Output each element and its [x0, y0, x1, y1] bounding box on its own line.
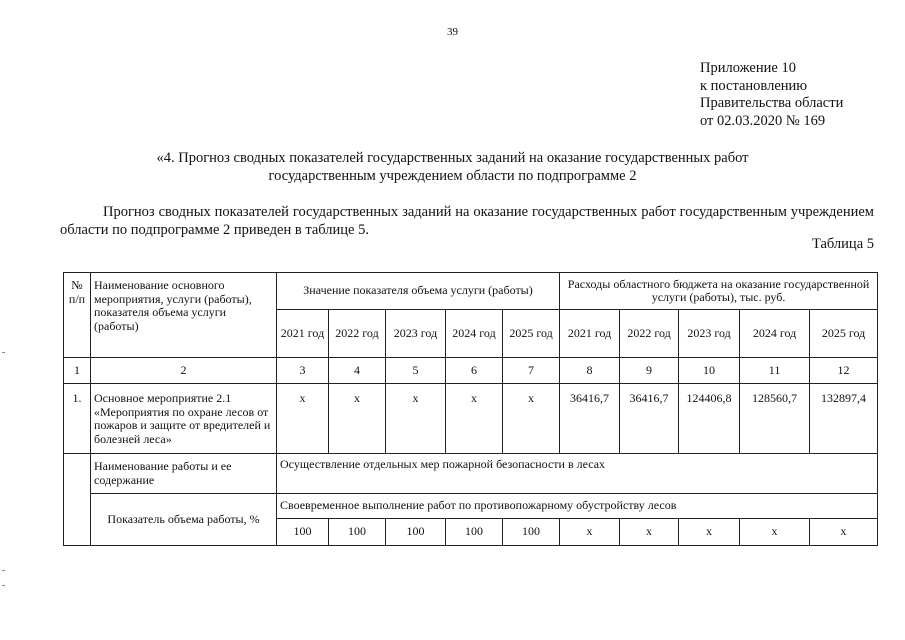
section-heading-line-1: «4. Прогноз сводных показателей государственных заданий на оказание государственных работ — [156, 150, 749, 166]
column-number: 10 — [679, 358, 740, 384]
work-name-label: Наименование работы и ее содержание — [91, 454, 277, 494]
header-num: № п/п — [64, 273, 91, 358]
header-volume-year-2023: 2023 год — [386, 310, 446, 358]
column-number: 4 — [329, 358, 386, 384]
indicator-volume-2023: 100 — [386, 519, 446, 546]
header-volume-group: Значение показателя объема услуги (работы) — [277, 273, 560, 310]
header-budget-year-2024: 2024 год — [740, 310, 810, 358]
column-number: 8 — [560, 358, 620, 384]
row1-volume-2025: х — [503, 384, 560, 454]
annex-line-3: Правительства области — [700, 95, 844, 111]
row1-budget-2025: 132897,4 — [810, 384, 878, 454]
indicators-table — [63, 272, 878, 546]
column-number: 12 — [810, 358, 878, 384]
column-number: 5 — [386, 358, 446, 384]
header-budget-year-2022: 2022 год — [620, 310, 679, 358]
row1-num: 1. — [64, 384, 91, 454]
indicator-budget-2022: х — [620, 519, 679, 546]
column-number: 2 — [91, 358, 277, 384]
indicator-text: Своевременное выполнение работ по противопожарному обустройству лесов — [277, 494, 878, 519]
row1-budget-2021: 36416,7 — [560, 384, 620, 454]
indicator-volume-2024: 100 — [446, 519, 503, 546]
row1-budget-2022: 36416,7 — [620, 384, 679, 454]
column-number: 9 — [620, 358, 679, 384]
header-name: Наименование основного мероприятия, услуги (работы), показателя объема услуги (работы) — [91, 273, 277, 358]
column-number: 11 — [740, 358, 810, 384]
indicator-budget-2025: х — [810, 519, 878, 546]
column-number: 3 — [277, 358, 329, 384]
header-budget-year-2021: 2021 год — [560, 310, 620, 358]
indicator-volume-2021: 100 — [277, 519, 329, 546]
annex-line-4: от 02.03.2020 № 169 — [700, 112, 826, 129]
indicator-budget-2021: х — [560, 519, 620, 546]
row1-volume-2021: х — [277, 384, 329, 454]
header-budget-group: Расходы областного бюджета на оказание государственной услуги (работы), тыс. руб. — [560, 273, 878, 310]
column-number: 1 — [64, 358, 91, 384]
row1-volume-2023: х — [386, 384, 446, 454]
column-number: 7 — [503, 358, 560, 384]
header-volume-year-2025: 2025 год — [503, 310, 560, 358]
indicator-volume-2025: 100 — [503, 519, 560, 546]
table-caption: Таблица 5 — [811, 236, 874, 252]
scan-edge-mark — [2, 570, 5, 571]
section-heading-line-2: государственным учреждением области по подпрограмме 2 — [268, 167, 637, 184]
header-budget-year-2025: 2025 год — [810, 310, 878, 358]
header-volume-year-2024: 2024 год — [446, 310, 503, 358]
header-volume-year-2021: 2021 год — [277, 310, 329, 358]
section-heading — [60, 150, 845, 185]
scan-edge-mark — [2, 352, 5, 353]
blank-num-cell — [64, 454, 91, 546]
scan-edge-mark — [2, 585, 5, 586]
page-number: 39 — [447, 26, 458, 38]
header-volume-year-2022: 2022 год — [329, 310, 386, 358]
row1-name: Основное мероприятие 2.1 «Мероприятия по охране лесов от пожаров и защите от вредителей и болезней леса» — [91, 384, 277, 454]
indicator-budget-2023: х — [679, 519, 740, 546]
row1-budget-2023: 124406,8 — [679, 384, 740, 454]
annex-block — [700, 60, 843, 130]
indicator-label: Показатель объема работы, % — [91, 494, 277, 546]
row1-budget-2024: 128560,7 — [740, 384, 810, 454]
indicator-volume-2022: 100 — [329, 519, 386, 546]
annex-line-2: к постановлению — [700, 77, 808, 94]
row1-volume-2024: х — [446, 384, 503, 454]
intro-paragraph: Прогноз сводных показателей государственных заданий на оказание государственных работ государственным учреждением области по подпрограмме 2 приведен в таблице 5. — [60, 204, 874, 238]
annex-line-1: Приложение 10 — [700, 60, 796, 76]
indicator-budget-2024: х — [740, 519, 810, 546]
work-name-value: Осуществление отдельных мер пожарной безопасности в лесах — [277, 454, 878, 494]
row1-volume-2022: х — [329, 384, 386, 454]
column-number: 6 — [446, 358, 503, 384]
header-budget-year-2023: 2023 год — [679, 310, 740, 358]
